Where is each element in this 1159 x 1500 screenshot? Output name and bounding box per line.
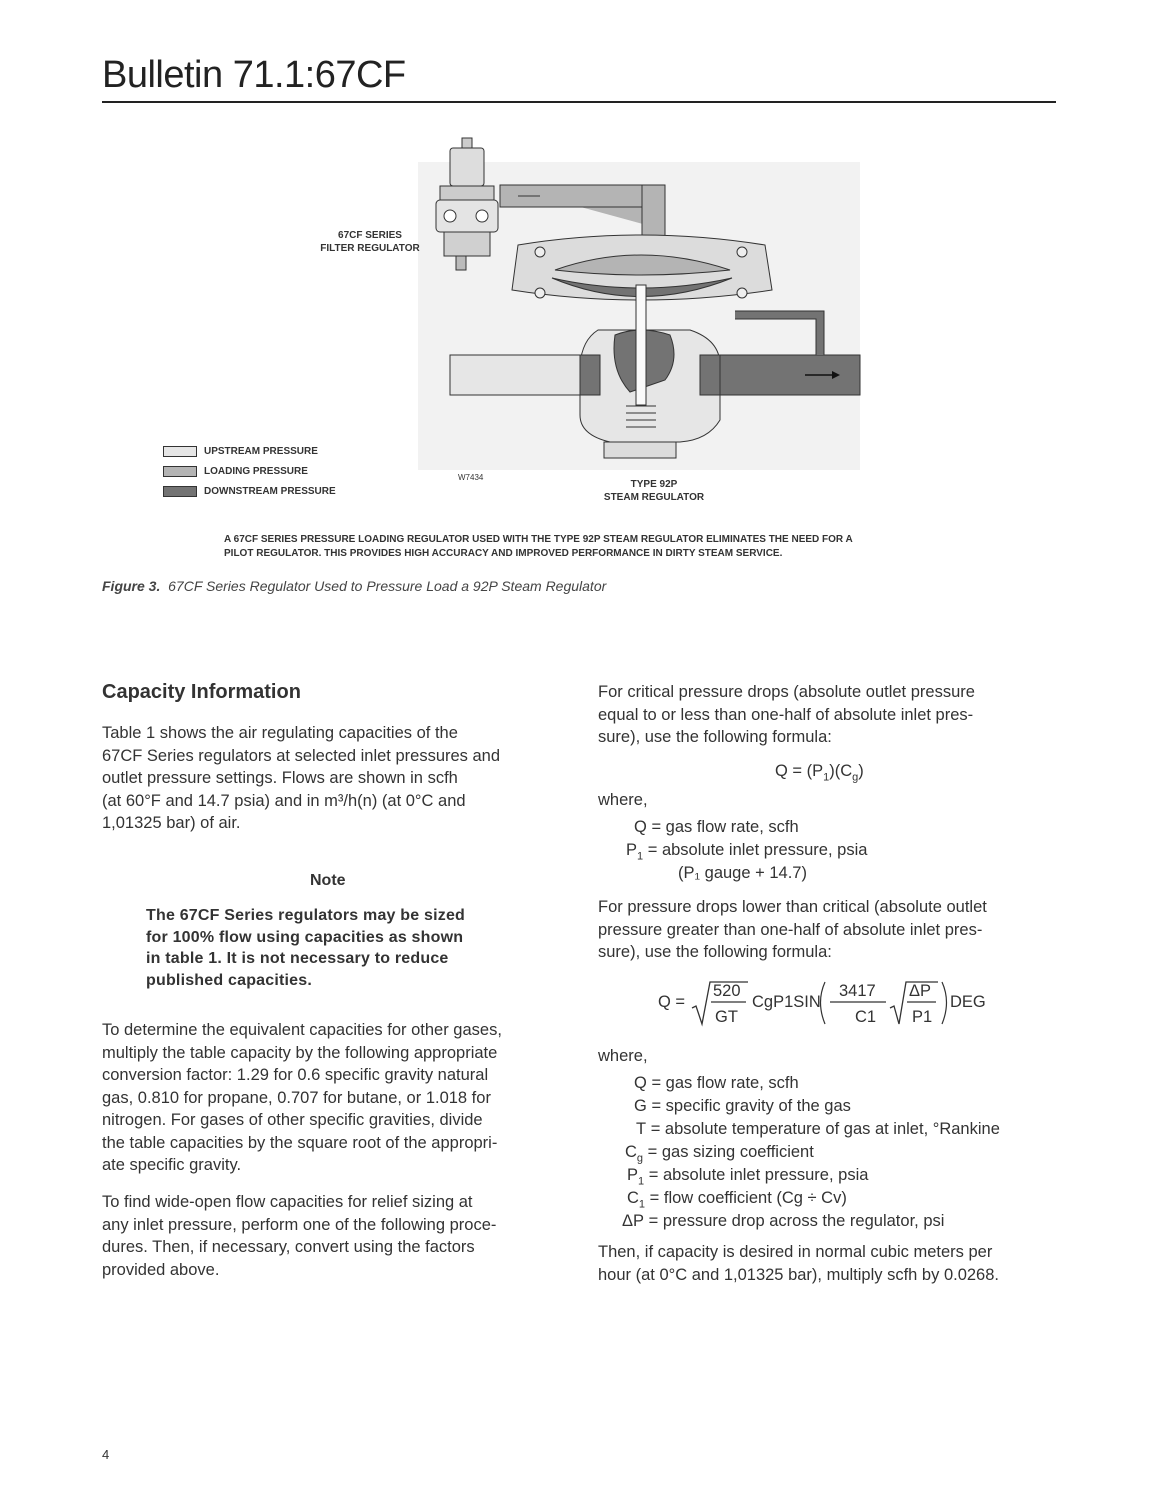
definition-row: ΔP = pressure drop across the regulator, psi xyxy=(622,1212,945,1230)
legend-swatch-loading xyxy=(163,466,197,477)
definition-row: $P_1$ = absolute inlet pressure, psia xyxy=(627,1166,869,1188)
page-title: Bulletin 71.1:67CF xyxy=(102,54,406,96)
definition-row: $P_1$ = absolute inlet pressure, psia xyxy=(626,841,868,863)
legend-item-loading xyxy=(163,461,336,481)
definition-row: Q = gas flow rate, scfh xyxy=(634,1074,799,1092)
subcritical-formula: Q = 520 GT CgP1SIN 3417 C1 ΔP P1 DEG xyxy=(658,978,998,1030)
where-label-2: where, xyxy=(598,1047,648,1065)
drawing-id: W7434 xyxy=(458,473,484,482)
critical-formula: $Q = (P_1)(C_g)$ xyxy=(775,762,864,784)
note-heading: Note xyxy=(310,872,346,889)
conversion-paragraph: Then, if capacity is desired in normal cubic meters per hour (at 0°C and 1,01325 bar), multiply scfh by 0.0268. xyxy=(598,1243,999,1284)
subcritical-paragraph: For pressure drops lower than critical (absolute outlet pressure greater than one-half of absolute inlet pres- sure), use the following formula: xyxy=(598,898,987,961)
filter-regulator-drawing xyxy=(436,138,498,270)
capacity-paragraph-1: Table 1 shows the air regulating capacities of the 67CF Series regulators at selected inlet pressures and outlet pressure settings. Flows are shown in scfh (at 60°F and 14.7 psia) and in m³/h(n) (at 0°C and 1,01325 bar) of air. xyxy=(102,724,501,832)
page-number: 4 xyxy=(102,1447,110,1462)
capacity-paragraph-2: To determine the equivalent capacities for other gases, multiply the table capacity by the following appropriate conversion factor: 1.29 for 0.6 specific gravity natural gas, 0.810 for propane, 0.707 for butane, or 1.018 for nitrogen. For gases of other specific gravities, divide the table capacities by the square root of the appropri- ate specific gravity. xyxy=(102,1021,502,1174)
definition-row: G = specific gravity of the gas xyxy=(634,1097,851,1115)
section-heading: Capacity Information xyxy=(102,681,301,703)
legend-item-upstream xyxy=(163,441,336,461)
definition-row: $C_1$ = flow coefficient (Cg ÷ Cv) xyxy=(627,1189,847,1211)
note-body: The 67CF Series regulators may be sized for 100% flow using capacities as shown in table 1. It is not necessary to reduce published capacities. xyxy=(146,907,466,989)
pressure-legend xyxy=(163,441,336,501)
definition-row: T = absolute temperature of gas at inlet, °Rankine xyxy=(636,1120,1000,1138)
legend-label: LOADING PRESSURE xyxy=(204,465,308,477)
legend-label: DOWNSTREAM PRESSURE xyxy=(204,485,336,497)
figure-caption-label: Figure 3. xyxy=(102,578,161,594)
upstream-pipe xyxy=(450,355,600,395)
legend-swatch-upstream xyxy=(163,446,197,457)
where-label-1: where, xyxy=(598,791,648,809)
definition-row: (P₁ gauge + 14.7) xyxy=(678,864,807,882)
capacity-paragraph-3: To find wide-open flow capacities for relief sizing at any inlet pressure, perform one of the following proce- dures. Then, if necessary, convert using the factors provided above. xyxy=(102,1193,497,1279)
figure-caption xyxy=(102,578,606,594)
header-rule xyxy=(102,101,1056,103)
legend-item-downstream xyxy=(163,481,336,501)
filter-regulator-label: 67CF SERIES FILTER REGULATOR xyxy=(320,230,420,254)
figure-note: A 67CF SERIES PRESSURE LOADING REGULATOR USED WITH THE TYPE 92P STEAM REGULATOR ELIMINATES THE NEED FOR A PILOT REGULATOR. THIS PROVIDES HIGH ACCURACY AND IMPROVED PERFORMANCE IN DIRTY STEAM SERVICE. xyxy=(224,534,853,559)
definition-row: $C_g$ = gas sizing coefficient xyxy=(625,1143,814,1165)
definition-row: Q = gas flow rate, scfh xyxy=(634,818,799,836)
figure-caption-text: 67CF Series Regulator Used to Pressure Load a 92P Steam Regulator xyxy=(168,578,607,594)
legend-label: UPSTREAM PRESSURE xyxy=(204,445,318,457)
legend-swatch-downstream xyxy=(163,486,197,497)
steam-regulator-label: TYPE 92P STEAM REGULATOR xyxy=(603,479,705,503)
critical-paragraph: For critical pressure drops (absolute outlet pressure equal to or less than one-half of absolute inlet pres- sure), use the following formula: xyxy=(598,683,975,746)
